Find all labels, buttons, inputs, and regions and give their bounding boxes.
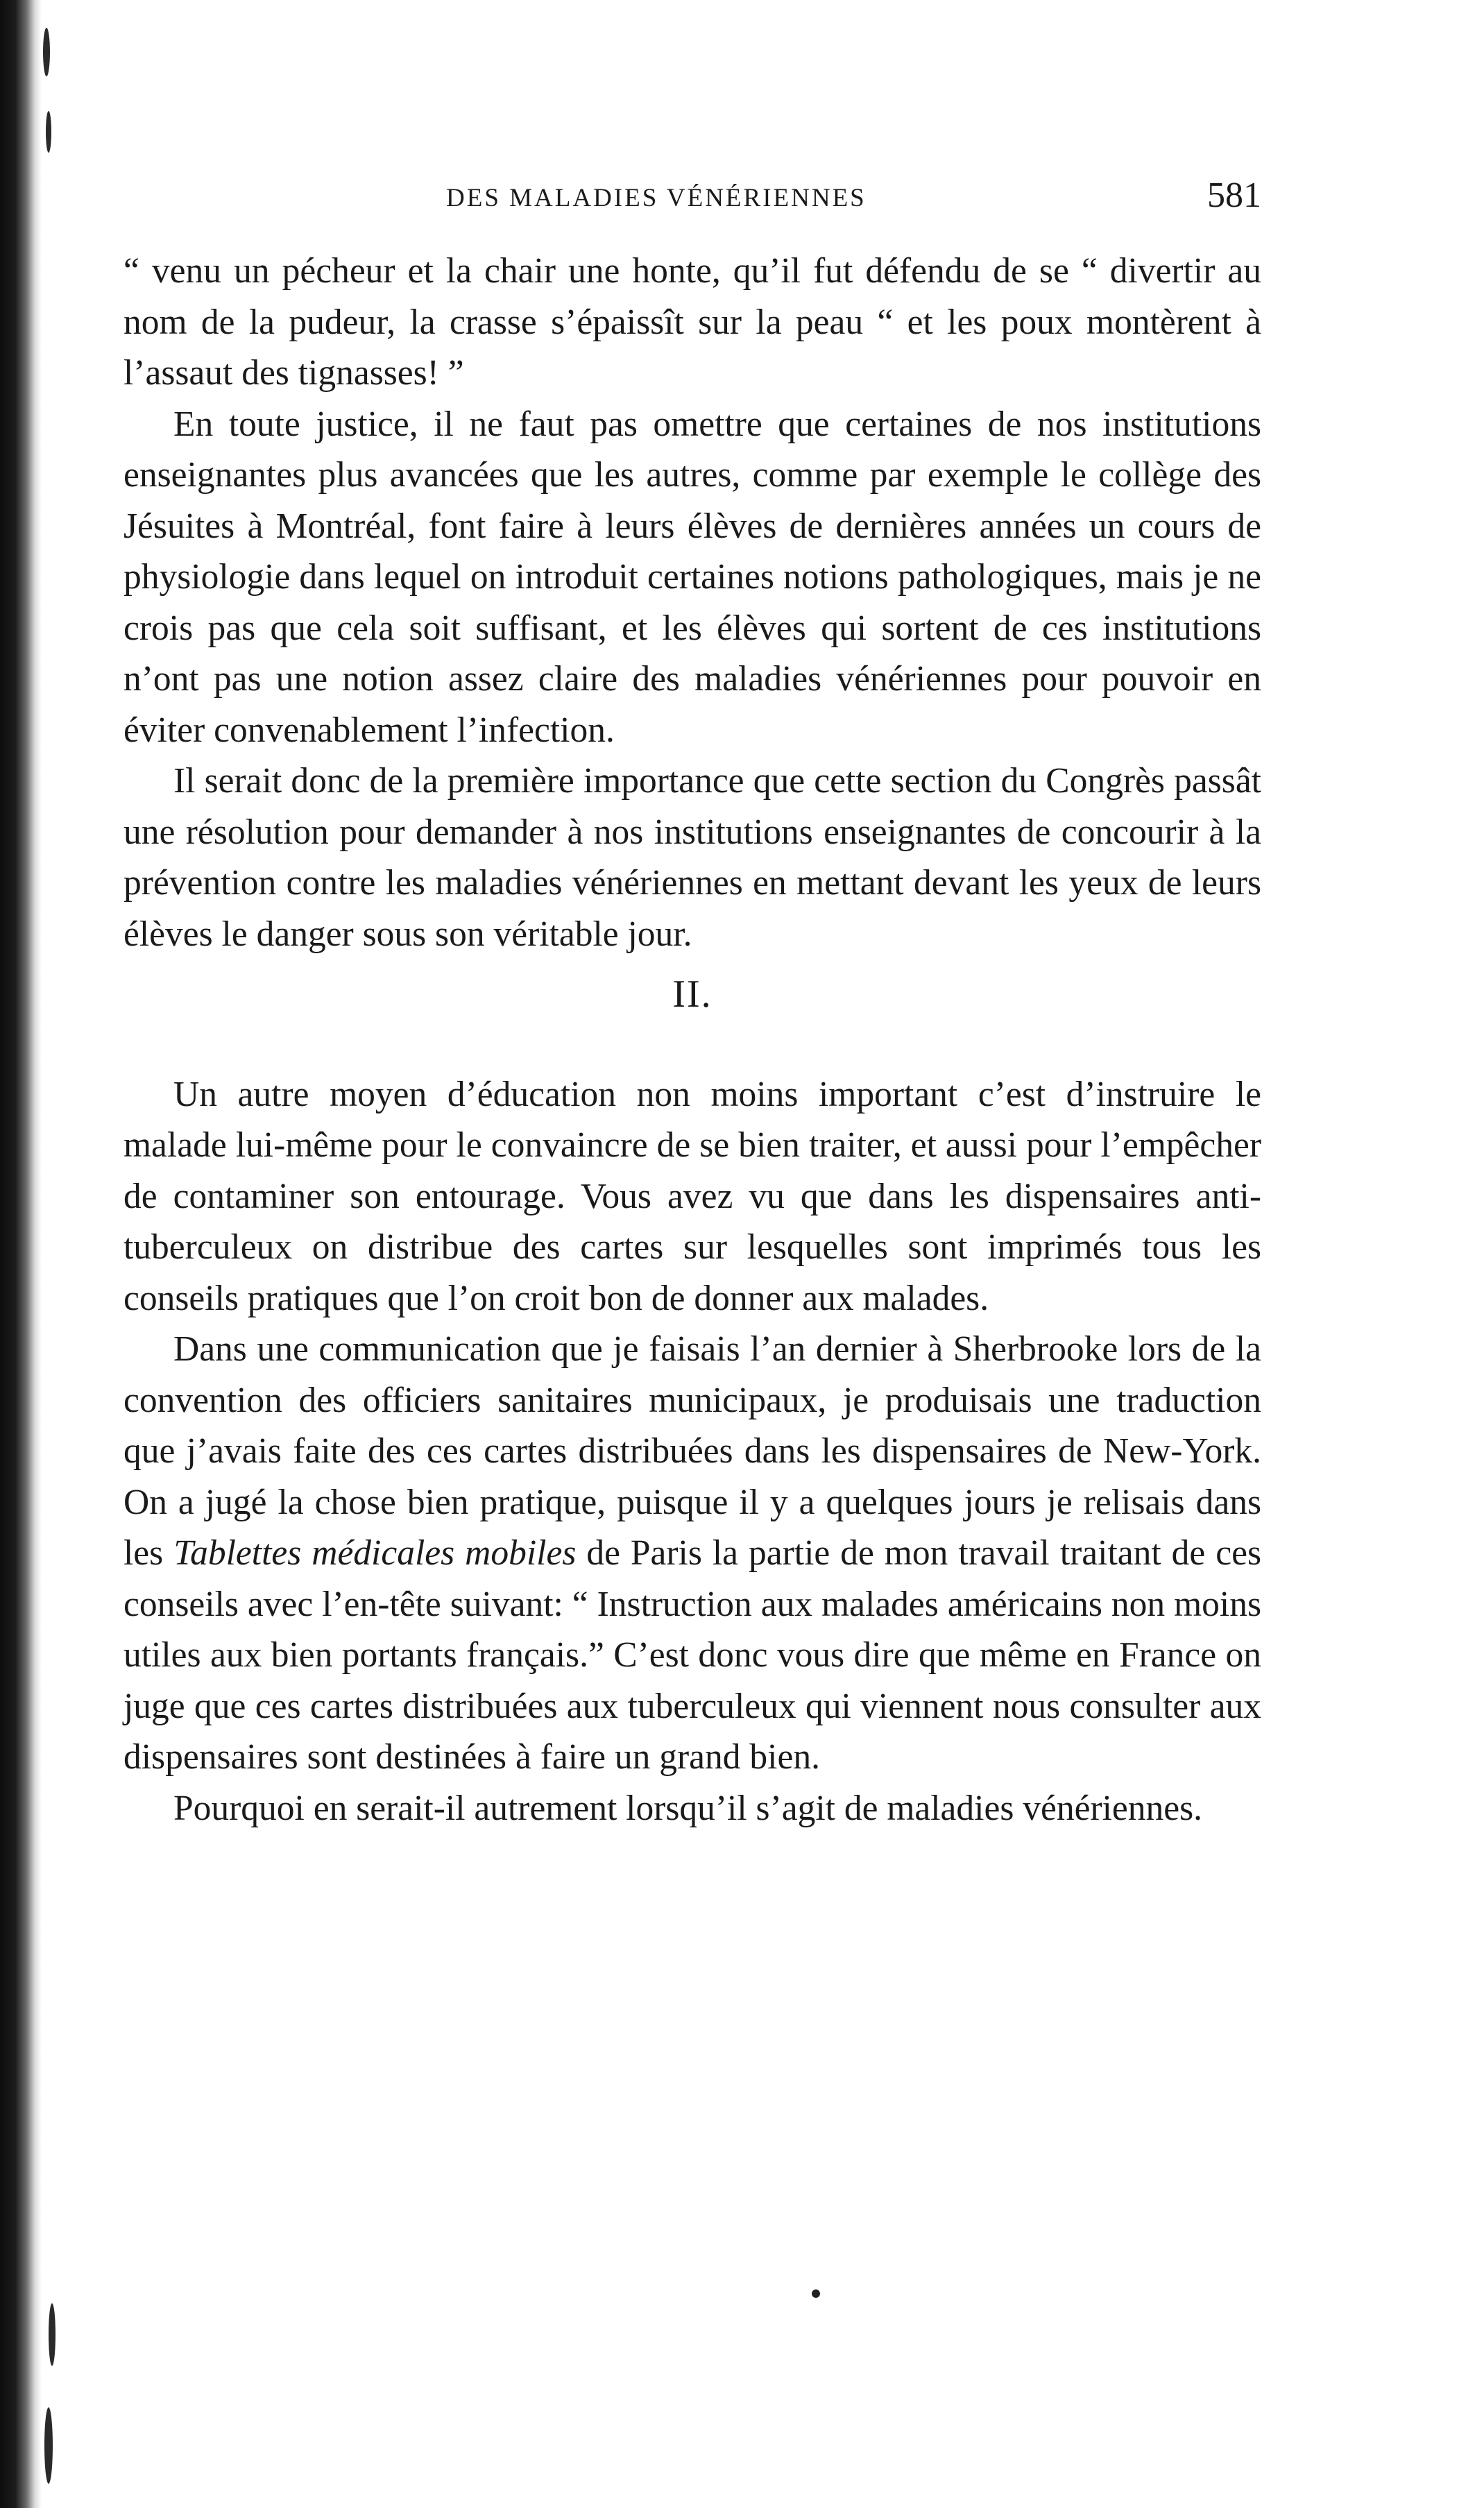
paragraph-institutions: En toute justice, il ne faut pas omettre que certaines de nos institutions enseignantes plus avancées que les autres, comme par exemple le collège des Jésuites à Montréal, font faire à leurs élèves de dernières années un cours de physiologie dans lequel on introduit certaines notions pathologiques, mais je ne crois pas que cela soit suffisant, et les élèves qui sortent de ces institutions n’ont pas une notion assez claire des maladies vénériennes pour pouvoir en éviter convenablement l’infection. bbox=[123, 404, 1261, 750]
scan-speck bbox=[49, 2303, 56, 2366]
paragraph-text: de Paris la partie de mon travail traitant de ces conseils avec l’en-tête suivant: “ Instruction aux malades américains non moins utiles aux bien portants français.” C’est donc vous dire que même en France on juge que ces cartes distribuées aux tuberculeux qui viennent nous consulter aux dispensaires sont destinées à faire un grand bien. bbox=[123, 1533, 1261, 1777]
section-heading: II. bbox=[672, 973, 713, 1016]
running-title: DES MALADIES VÉNÉRIENNES bbox=[446, 184, 867, 212]
paragraph-venereal: Pourquoi en serait-il autrement lorsqu’il s’agit de maladies vénériennes. bbox=[173, 1788, 1203, 1828]
scanned-binding-edge bbox=[0, 0, 42, 2508]
paragraph-education: Un autre moyen d’éducation non moins important c’est d’instruire le malade lui-même pour le convaincre de se bien traiter, et aussi pour l’empêcher de contaminer son entourage. Vous avez vu que dans les dispensaires anti-tuberculeux on distribue des cartes sur lesquelles sont imprimés tous les conseils pratiques que l’on croit bon de donner aux malades. bbox=[123, 1074, 1261, 1318]
running-header bbox=[123, 173, 1261, 229]
scan-speck bbox=[43, 28, 50, 76]
journal-title: Tablettes médicales mobiles bbox=[173, 1533, 577, 1573]
stray-ink-dot bbox=[812, 2289, 820, 2298]
book-page bbox=[123, 173, 1261, 1834]
paragraph-resolution: Il serait donc de la première importance que cette section du Congrès passât une résolution pour demander à nos institutions enseignantes de concourir à la prévention contre les maladies vénériennes en mettant devant les yeux de leurs élèves le danger sous son véritable jour. bbox=[123, 761, 1261, 954]
scan-speck bbox=[46, 111, 51, 153]
paragraph-quote-continuation: “ venu un pécheur et la chair une honte, qu’il fut défendu de se “ divertir au nom de la pudeur, la crasse s’épaissît sur la peau “ et les poux montèrent à l’assaut des tignasses! ” bbox=[123, 251, 1261, 393]
paragraph-text: Dans une communication que je faisais l’an dernier à Sherbrooke lors de la convention des officiers sanitaires municipaux, je produisais une traduction que j’avais faite des ces cartes distribuées dans les dispensaires de New-York. On a jugé la chose bien pratique, puisque il y a quelques jours je relisais dans les bbox=[123, 1329, 1261, 1573]
body-text bbox=[123, 246, 1261, 1834]
page-number: 581 bbox=[1207, 176, 1261, 215]
paragraph-sherbrooke bbox=[123, 1324, 1261, 1783]
scan-speck bbox=[44, 2407, 53, 2484]
